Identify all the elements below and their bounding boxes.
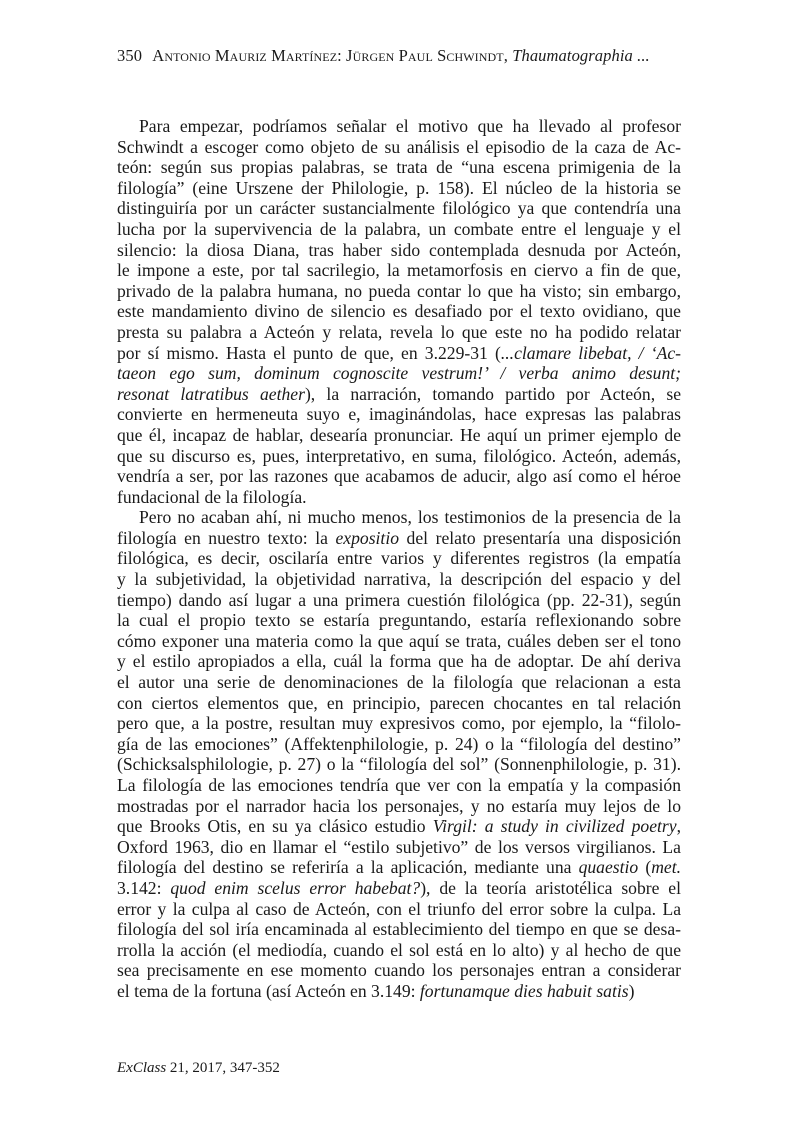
text-line (117, 672, 681, 693)
text-line (117, 178, 681, 199)
text-line (117, 713, 681, 734)
article-body (117, 116, 681, 1002)
text-run: este mandamiento divino de silencio es desafiado por el texto ovidiano, que (117, 301, 681, 322)
text-run: vendría a ser, por las razones que acabamos de aducir, algo así como el héroe (117, 466, 681, 487)
italic-text: expositio (335, 527, 400, 548)
text-line (117, 116, 681, 137)
text-line (117, 425, 681, 446)
text-run: que su discurso es, pues, interpretativo, en suma, filológico. Acteón, además, (117, 445, 681, 466)
text-run: , (676, 816, 681, 837)
text-run: error y la culpa al caso de Acteón, con el triunfo del error sobre la culpa. La (117, 898, 681, 919)
text-run: filología” (eine Urszene der Philologie, p. 158). El núcleo de la historia se (117, 177, 681, 198)
text-line (117, 404, 681, 425)
text-run: le impone a este, por tal sacrilegio, la metamorfosis en ciervo a fin de que, (117, 260, 681, 281)
text-line (117, 631, 681, 652)
text-line (117, 343, 681, 364)
text-run: pero que, a la postre, resultan muy expresivos como, por ejemplo, la “filolo- (117, 713, 681, 734)
text-line (117, 919, 681, 940)
text-run: lucha por la supervivencia de la palabra, un combate entre el lenguaje y el (117, 218, 681, 239)
journal-citation: 21, 2017, 347-352 (169, 1060, 280, 1076)
text-line (117, 796, 681, 817)
text-run: (Schicksalsphilologie, p. 27) o la “filología del sol” (Sonnenphilologie, p. 31). (117, 754, 681, 775)
paragraph (117, 507, 681, 1001)
header-book-title: Thaumatographia ... (512, 46, 650, 65)
text-line (117, 754, 681, 775)
page-number: 350 (117, 46, 143, 65)
text-run: 3.142: (117, 877, 171, 898)
text-run: filología en nuestro texto: la (117, 527, 336, 548)
text-run: teón: según sus propias palabras, se trata de “una escena primigenia de la (117, 157, 681, 178)
text-line (117, 857, 681, 878)
text-run: que él, incapaz de hablar, desearía pronunciar. He aquí un primer ejemplo de (117, 424, 681, 445)
italic-text: quod enim scelus error habebat? (170, 877, 421, 898)
text-run: la cual el propio texto se estaría preguntando, estaría reflexionando sobre (117, 610, 681, 631)
text-line (117, 734, 681, 755)
text-run: del relato presentaría una disposición (399, 527, 681, 548)
running-header (117, 46, 717, 66)
text-run: fundacional de la filología. (117, 486, 307, 507)
text-line (117, 507, 681, 528)
text-line (117, 219, 681, 240)
text-line (117, 198, 681, 219)
text-run: filología del sol iría encaminada al establecimiento del tiempo en que se desa- (117, 919, 681, 940)
text-run: silencio: la diosa Diana, tras haber sido contemplada desnuda por Acteón, (117, 239, 681, 260)
text-line (117, 981, 681, 1002)
text-run: filología del destino se referiría a la aplicación, mediante una (117, 857, 579, 878)
text-line (117, 837, 681, 858)
text-line (117, 281, 681, 302)
text-line (117, 590, 681, 611)
text-run: cómo exponer una materia como la que aquí se trata, cuáles deben ser el tono (117, 630, 681, 651)
text-line (117, 322, 681, 343)
text-line (117, 960, 681, 981)
text-run: La filología de las emociones tendría que ver con la empatía y la compasión (117, 775, 681, 795)
text-line (117, 384, 681, 405)
text-run: por sí mismo. Hasta el punto de que, en 3.229-31 ( (117, 342, 501, 363)
text-run: distinguiría por un carácter sustancialmente filológico ya que contendría una (117, 198, 681, 219)
text-line (117, 260, 681, 281)
text-run: sea precisamente en ese momento cuando los personajes entran a considerar (117, 960, 681, 981)
text-line (117, 528, 681, 549)
text-line (117, 940, 681, 961)
italic-text: met. (651, 857, 681, 878)
text-line (117, 569, 681, 590)
text-run: gía de las emociones” (Affektenphilologie, p. 24) o la “filología del destino” (117, 733, 681, 754)
text-run: y la subjetividad, la objetividad narrativa, la descripción del espacio y del (117, 569, 681, 590)
text-run: Oxford 1963, dio en llamar el “estilo subjetivo” de los versos virgilianos. La (117, 836, 681, 857)
text-run: el autor una serie de denominaciones de la filología que relacionan a esta (117, 672, 681, 693)
italic-text: quaestio (578, 857, 639, 878)
journal-name: ExClass (117, 1060, 167, 1076)
text-line (117, 693, 681, 714)
text-run: ), de la teoría aristotélica sobre el (420, 877, 681, 898)
text-line (117, 878, 681, 899)
italic-text: taeon ego sum, dominum cognoscite vestrum!’ / verba animo desunt; (117, 363, 681, 384)
italic-text: ...clamare libebat, / ‘Ac- (500, 342, 681, 363)
text-run: mostradas por el narrador hacia los personajes, y no estaría muy lejos de lo (117, 795, 681, 816)
text-run: que Brooks Otis, en su ya clásico estudio (117, 816, 433, 837)
text-line (117, 775, 681, 796)
text-line (117, 548, 681, 569)
text-run: Schwindt a escoger como objeto de su análisis el episodio de la caza de Ac- (117, 136, 681, 157)
text-line (117, 899, 681, 920)
text-run: ( (638, 857, 652, 878)
paragraph (117, 116, 681, 507)
text-run: Pero no acaban ahí, ni mucho menos, los testimonios de la presencia de la (139, 507, 681, 528)
text-line (117, 240, 681, 261)
text-line (117, 157, 681, 178)
text-line (117, 137, 681, 158)
text-run: rrolla la acción (el mediodía, cuando el sol está en lo alto) y al hecho de que (117, 939, 681, 960)
text-line (117, 651, 681, 672)
text-line (117, 363, 681, 384)
text-run: privado de la palabra humana, no pueda contar lo que ha visto; sin embargo, (117, 280, 681, 301)
text-line (117, 301, 681, 322)
text-run: presta su palabra a Acteón y relata, revela lo que este no ha podido relatar (117, 321, 681, 342)
text-line (117, 610, 681, 631)
text-line (117, 446, 681, 467)
text-run: ) (628, 980, 635, 1001)
running-footer (117, 1060, 280, 1077)
text-run: filológica, es decir, oscilaría entre varios y diferentes registros (la empatía (117, 548, 681, 569)
text-run: convierte en hermeneuta suyo e, imaginándolas, hace expresas las palabras (117, 404, 681, 425)
italic-text: fortunamque dies habuit satis (419, 980, 629, 1001)
text-run: con ciertos elementos que, en principio, parecen chocantes en tal relación (117, 692, 681, 713)
text-run: y el estilo apropiados a ella, cuál la forma que ha de adoptar. De ahí deriva (117, 651, 681, 672)
text-run: Para empezar, podríamos señalar el motivo que ha llevado al profesor (139, 116, 681, 136)
text-run: el tema de la fortuna (así Acteón en 3.149: (117, 980, 420, 1001)
text-run: ), la narración, tomando partido por Acteón, se (304, 383, 681, 404)
italic-text: Virgil: a study in civilized poetry (432, 816, 677, 837)
text-run: tiempo) dando así lugar a una primera cuestión filológica (pp. 22-31), según (117, 589, 681, 610)
text-line (117, 816, 681, 837)
header-authors: Antonio Mauriz Martínez: Jürgen Paul Schwindt, (152, 46, 508, 65)
italic-text: resonat latratibus aether (117, 383, 305, 404)
text-line (117, 487, 681, 508)
text-line (117, 466, 681, 487)
